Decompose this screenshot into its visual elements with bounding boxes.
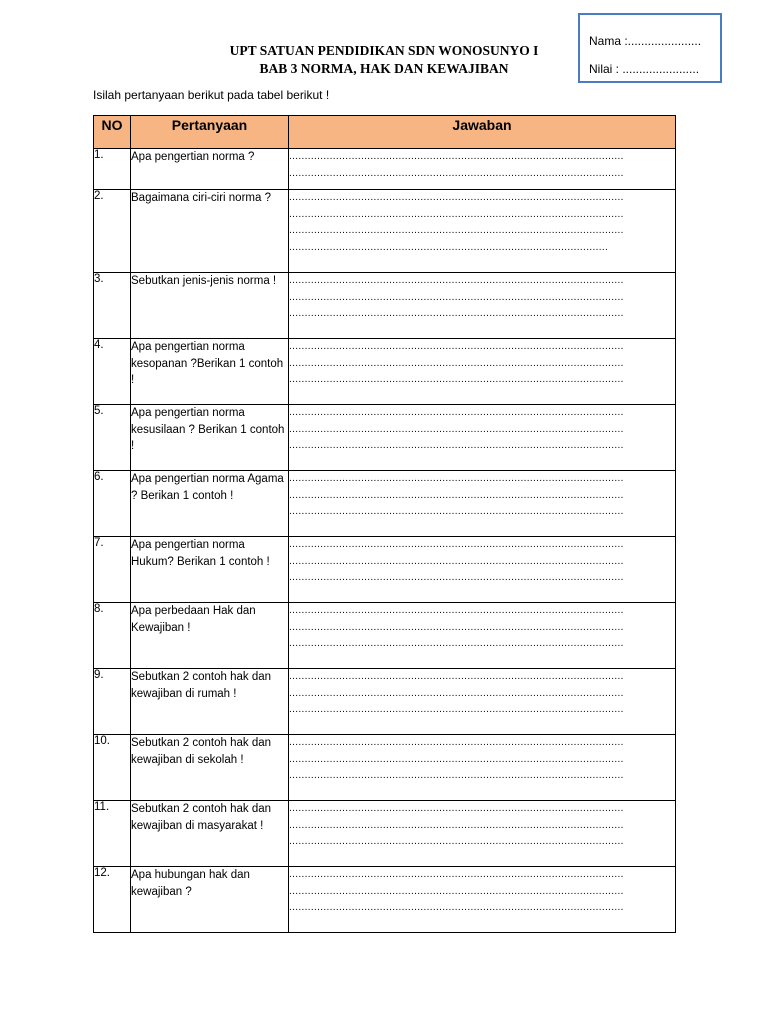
table-row xyxy=(94,603,676,669)
answer-line: ........................................................................................................... xyxy=(289,836,624,847)
answer-line: ........................................................................................................... xyxy=(289,902,624,913)
answer-area[interactable] xyxy=(289,339,676,405)
answer-line: ........................................................................................................... xyxy=(289,489,624,501)
header-question: Pertanyaan xyxy=(131,116,289,149)
row-number: 1. xyxy=(94,149,131,190)
table-row xyxy=(94,405,676,471)
answer-line: ........................................................................................................... xyxy=(289,225,624,236)
answer-area[interactable] xyxy=(289,603,676,669)
answer-area[interactable] xyxy=(289,537,676,603)
answer-area[interactable] xyxy=(289,471,676,537)
school-name: UPT SATUAN PENDIDIKAN SDN WONOSUNYO I xyxy=(229,43,539,58)
score-field[interactable]: Nilai : ....................... xyxy=(589,62,700,76)
answer-line: ........................................................................................................... xyxy=(289,687,624,699)
answer-line: ........................................................................................................... xyxy=(289,605,624,616)
question-text: Apa pengertian norma ? xyxy=(131,149,289,190)
question-text: Sebutkan 2 contoh hak dan kewajiban di masyarakat ! xyxy=(131,801,289,867)
answer-line: ........................................................................................................... xyxy=(289,539,624,550)
answer-line: ........................................................................................................... xyxy=(289,671,624,682)
table-row xyxy=(94,735,676,801)
answer-line: ........................................................................................................... xyxy=(289,638,624,649)
question-text: Sebutkan jenis-jenis norma ! xyxy=(131,273,289,339)
answer-line: ........................................................................................................... xyxy=(289,770,624,781)
row-number: 2. xyxy=(94,190,131,273)
answer-line: ........................................................................................................... xyxy=(289,423,624,435)
instruction-text: Isilah pertanyaan berikut pada tabel berikut ! xyxy=(93,88,330,102)
answer-area[interactable] xyxy=(289,735,676,801)
row-number: 10. xyxy=(94,735,131,801)
answer-line: ........................................................................................................... xyxy=(289,803,624,814)
answer-area[interactable] xyxy=(289,273,676,339)
header-no: NO xyxy=(94,116,131,149)
answer-line: ........................................................................................................... xyxy=(289,357,624,369)
answer-line: ........................................................................................................... xyxy=(289,506,624,517)
table-row xyxy=(94,339,676,405)
table-header-row xyxy=(94,116,676,149)
answer-line: ........................................................................................................... xyxy=(289,737,624,748)
row-number: 3. xyxy=(94,273,131,339)
question-text: Apa pengertian norma Agama ? Berikan 1 contoh ! xyxy=(131,471,289,537)
question-text: Apa pengertian norma kesopanan ?Berikan 1 contoh ! xyxy=(131,339,289,405)
answer-area[interactable] xyxy=(289,190,676,273)
row-number: 9. xyxy=(94,669,131,735)
table-row xyxy=(94,867,676,933)
table-row xyxy=(94,273,676,339)
document-header xyxy=(160,42,608,78)
question-text: Apa pengertian norma kesusilaan ? Berikan 1 contoh ! xyxy=(131,405,289,471)
question-text: Apa perbedaan Hak dan Kewajiban ! xyxy=(131,603,289,669)
answer-line: ........................................................................................................... xyxy=(289,885,624,897)
table-row xyxy=(94,149,676,190)
table-row xyxy=(94,801,676,867)
question-text: Apa hubungan hak dan kewajiban ? xyxy=(131,867,289,933)
header-answer: Jawaban xyxy=(289,116,676,149)
answer-line: ........................................................................................................... xyxy=(289,308,624,319)
question-table xyxy=(93,115,676,933)
answer-line: ........................................................................................................... xyxy=(289,192,624,203)
row-number: 8. xyxy=(94,603,131,669)
row-number: 5. xyxy=(94,405,131,471)
answer-area[interactable] xyxy=(289,405,676,471)
question-text: Bagaimana ciri-ciri norma ? xyxy=(131,190,289,273)
answer-line: ........................................................................................................... xyxy=(289,621,624,633)
answer-line: ........................................................................................................... xyxy=(289,275,624,286)
row-number: 7. xyxy=(94,537,131,603)
answer-line: ........................................................................................................... xyxy=(289,208,624,220)
answer-line: ........................................................................................................... xyxy=(289,167,624,179)
answer-line: ........................................................................................................... xyxy=(289,291,624,303)
table-row xyxy=(94,190,676,273)
answer-line: ........................................................................................................... xyxy=(289,440,624,451)
table-row xyxy=(94,537,676,603)
row-number: 11. xyxy=(94,801,131,867)
answer-line: ........................................................................................................... xyxy=(289,555,624,567)
answer-line: ........................................................................................................... xyxy=(289,869,624,880)
row-number: 6. xyxy=(94,471,131,537)
answer-area[interactable] xyxy=(289,867,676,933)
answer-line: ...................................................................................................... xyxy=(289,241,609,253)
answer-area[interactable] xyxy=(289,801,676,867)
row-number: 12. xyxy=(94,867,131,933)
answer-line: ........................................................................................................... xyxy=(289,753,624,765)
row-number: 4. xyxy=(94,339,131,405)
answer-line: ........................................................................................................... xyxy=(289,819,624,831)
answer-area[interactable] xyxy=(289,669,676,735)
answer-line: ........................................................................................................... xyxy=(289,151,624,162)
answer-area[interactable] xyxy=(289,149,676,190)
question-text: Sebutkan 2 contoh hak dan kewajiban di sekolah ! xyxy=(131,735,289,801)
answer-line: ........................................................................................................... xyxy=(289,374,624,385)
chapter-title: BAB 3 NORMA, HAK DAN KEWAJIBAN xyxy=(259,61,509,76)
question-text: Sebutkan 2 contoh hak dan kewajiban di rumah ! xyxy=(131,669,289,735)
answer-line: ........................................................................................................... xyxy=(289,572,624,583)
answer-line: ........................................................................................................... xyxy=(289,473,624,484)
table-row xyxy=(94,471,676,537)
question-text: Apa pengertian norma Hukum? Berikan 1 contoh ! xyxy=(131,537,289,603)
answer-line: ........................................................................................................... xyxy=(289,341,624,352)
answer-line: ........................................................................................................... xyxy=(289,704,624,715)
name-field[interactable]: Nama :...................... xyxy=(589,34,702,48)
answer-line: ........................................................................................................... xyxy=(289,407,624,418)
table-row xyxy=(94,669,676,735)
